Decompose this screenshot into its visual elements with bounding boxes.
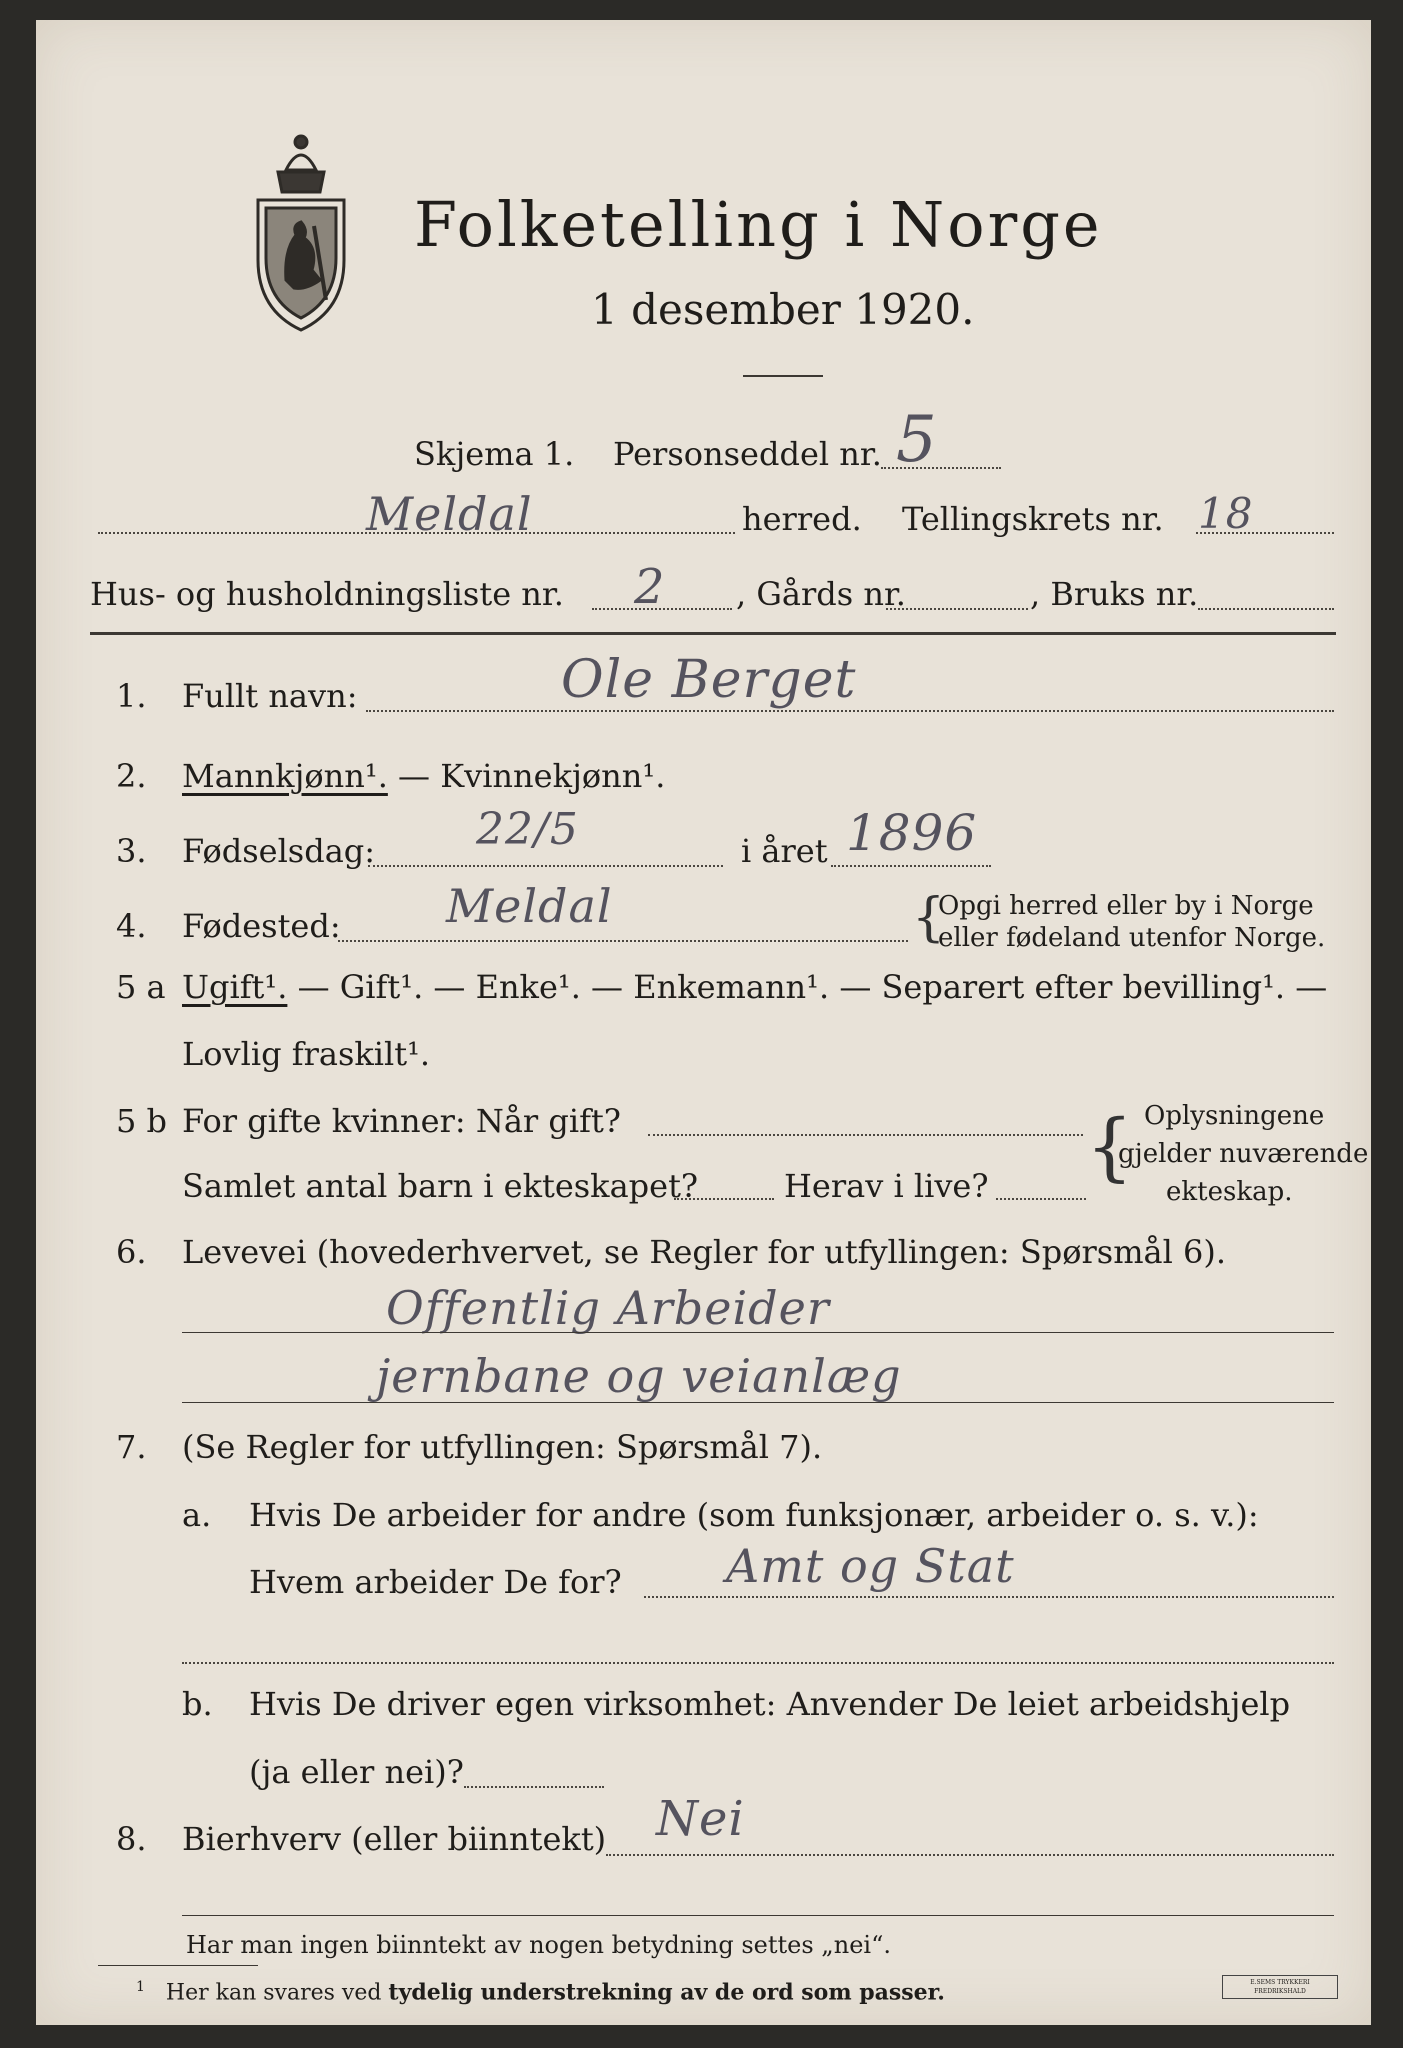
marital-status-options: [182, 968, 1327, 1006]
side-income-field[interactable]: [606, 1854, 1334, 1856]
coat-of-arms-icon: [246, 130, 356, 335]
gards-label: , Gårds nr.: [736, 575, 906, 613]
bruks-label: , Bruks nr.: [1030, 575, 1199, 613]
title-divider: [743, 375, 823, 377]
q4-note-line2: eller fødeland utenfor Norge.: [938, 923, 1326, 953]
q1-number: 1.: [116, 677, 147, 715]
side-income-field-line2[interactable]: [182, 1915, 1334, 1916]
q3-number: 3.: [116, 832, 147, 870]
option-kvinnekjonn[interactable]: Kvinnekjønn¹.: [440, 757, 666, 795]
q7-label: (Se Regler for utfyllingen: Spørsmål 7).: [182, 1428, 823, 1466]
q5a-number: 5 a: [116, 968, 166, 1006]
q8-number: 8.: [116, 1820, 147, 1858]
q5b-label: For gifte kvinner: Når gift?: [182, 1102, 621, 1140]
birth-year-value: 1896: [846, 804, 978, 862]
q5b-brace: {: [1086, 1104, 1134, 1190]
side-income-value: Nei: [656, 1791, 745, 1847]
alive-label: Herav i live?: [784, 1167, 989, 1205]
birth-year-field[interactable]: [831, 865, 991, 867]
year-label: i året: [741, 832, 828, 870]
tellingskrets-field[interactable]: [1196, 532, 1334, 534]
marital-other-options[interactable]: — Gift¹. — Enke¹. — Enkemann¹. — Separert efter bevilling¹. —: [287, 968, 1328, 1006]
personseddel-label: Personseddel nr.: [613, 435, 882, 473]
employer-value: Amt og Stat: [726, 1539, 1015, 1593]
herred-value: Meldal: [366, 487, 533, 541]
q5b-note-line3: ekteskap.: [1166, 1177, 1293, 1207]
option-separator: —: [387, 757, 441, 795]
birthday-field[interactable]: [368, 865, 723, 867]
q2-sex-options: [182, 757, 665, 795]
gards-field[interactable]: [886, 608, 1028, 610]
q6-number: 6.: [116, 1233, 147, 1271]
birthday-value: 22/5: [476, 804, 579, 855]
footnote: [136, 1973, 945, 2007]
personseddel-number: 5: [896, 403, 938, 477]
skjema-label: Skjema 1.: [414, 435, 575, 473]
full-name-field[interactable]: [366, 710, 1334, 712]
married-when-field[interactable]: [648, 1134, 1083, 1136]
children-label: Samlet antal barn i ekteskapet?: [182, 1167, 699, 1205]
full-name-value: Ole Berget: [561, 650, 857, 710]
q5b-note-line1: Oplysningene: [1144, 1101, 1325, 1131]
header-divider: [90, 632, 1336, 635]
occupation-field-line1[interactable]: [182, 1332, 1334, 1333]
q7a-question: Hvem arbeider De for?: [249, 1563, 622, 1601]
tellingskrets-value: 18: [1198, 489, 1254, 538]
q7b-label: Hvis De driver egen virksomhet: Anvender De leiet arbeidshjelp: [249, 1685, 1291, 1723]
herred-label: herred.: [742, 500, 862, 538]
occupation-value-line1: Offentlig Arbeider: [386, 1281, 830, 1335]
census-date: 1 desember 1920.: [591, 285, 975, 334]
footnote-divider: [98, 1965, 258, 1966]
census-form-sheet: [36, 20, 1371, 2025]
husliste-value: 2: [634, 559, 666, 615]
q1-label: Fullt navn:: [182, 677, 358, 715]
bruks-field[interactable]: [1198, 608, 1334, 610]
footnote-text-a: Her kan svares ved: [165, 1980, 389, 2006]
q7-number: 7.: [116, 1428, 147, 1466]
occupation-field-line2[interactable]: [182, 1402, 1334, 1403]
q4-label: Fødested:: [182, 907, 341, 945]
q7b-letter: b.: [182, 1685, 213, 1723]
q5b-note-line2: gjelder nuværende: [1118, 1139, 1369, 1169]
employer-field[interactable]: [644, 1596, 1334, 1598]
children-alive-field[interactable]: [996, 1198, 1086, 1200]
husliste-label: Hus- og husholdningsliste nr.: [90, 575, 564, 613]
birthplace-value: Meldal: [446, 879, 613, 933]
page-title: Folketelling i Norge: [414, 188, 1103, 261]
printer-mark: E.SEMS TRYKKERI FREDRIKSHALD: [1222, 1975, 1338, 1999]
q5b-number: 5 b: [116, 1102, 168, 1140]
footnote-mark: 1: [136, 1979, 145, 1995]
husliste-field[interactable]: [592, 608, 732, 610]
personseddel-field[interactable]: [881, 467, 1001, 469]
option-ugift[interactable]: Ugift¹.: [182, 968, 288, 1006]
footnote-text-b: tydelig understrekning av de ord som passer.: [388, 1979, 945, 2006]
q7a-label: Hvis De arbeider for andre (som funksjonær, arbeider o. s. v.):: [249, 1496, 1259, 1534]
q6-label: Levevei (hovederhvervet, se Regler for utfyllingen: Spørsmål 6).: [182, 1233, 1227, 1271]
q4-brace: {: [912, 888, 946, 948]
q4-note-line1: Opgi herred eller by i Norge: [938, 891, 1314, 921]
occupation-value-line2: jernbane og veianlæg: [376, 1349, 902, 1403]
children-count-field[interactable]: [674, 1198, 774, 1200]
q2-number: 2.: [116, 757, 147, 795]
employer-field-line2[interactable]: [182, 1662, 1334, 1664]
birthplace-field[interactable]: [338, 940, 908, 942]
q3-label: Fødselsdag:: [182, 832, 376, 870]
q7a-letter: a.: [182, 1496, 212, 1534]
q7b-question: (ja eller nei)?: [249, 1753, 464, 1791]
tellingskrets-label: Tellingskrets nr.: [902, 500, 1164, 538]
q8-label: Bierhverv (eller biinntekt): [182, 1820, 607, 1858]
q4-number: 4.: [116, 907, 147, 945]
option-mannkjonn[interactable]: Mannkjønn¹.: [182, 757, 388, 795]
hired-help-field[interactable]: [464, 1786, 604, 1788]
footer-note: Har man ingen biinntekt av nogen betydning settes „nei“.: [186, 1931, 891, 1959]
option-lovlig-fraskilt[interactable]: Lovlig fraskilt¹.: [182, 1035, 431, 1073]
